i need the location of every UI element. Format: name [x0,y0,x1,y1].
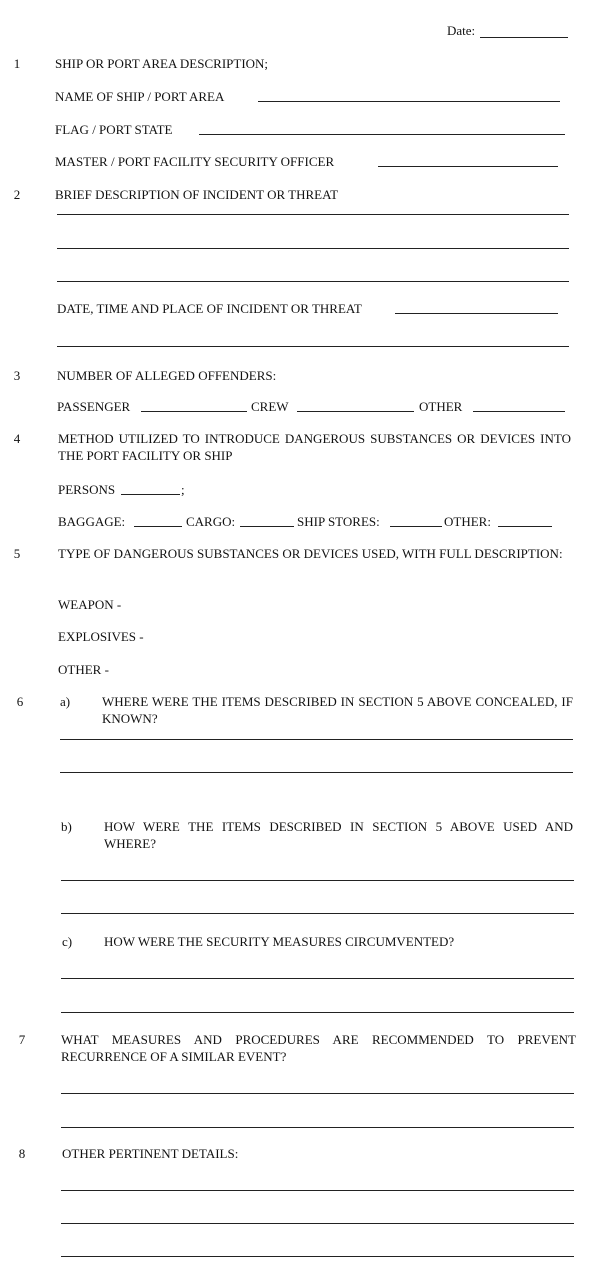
section-6b-marker: b) [61,819,72,834]
section-5-number: 5 [13,546,21,561]
section-6c-text: HOW WERE THE SECURITY MEASURES CIRCUMVENTED? [104,934,455,949]
section-2-title: BRIEF DESCRIPTION OF INCIDENT OR THREAT [55,187,339,202]
other-details-line-3[interactable] [61,1256,574,1257]
date-field[interactable] [480,37,568,38]
section-6-number: 6 [16,694,24,709]
flag-label: FLAG / PORT STATE [55,122,173,137]
used-line-1[interactable] [61,880,574,881]
ship-stores-label: SHIP STORES: [297,514,380,529]
circumvented-line-1[interactable] [61,978,574,979]
ship-name-label: NAME OF SHIP / PORT AREA [55,89,225,104]
used-line-2[interactable] [61,913,574,914]
ship-name-field[interactable] [258,101,560,102]
section-6a-marker: a) [60,694,71,709]
baggage-field[interactable] [134,526,182,527]
passenger-field[interactable] [141,411,247,412]
persons-suffix: ; [181,482,185,497]
incident-description-line-2[interactable] [57,248,569,249]
weapon-label: WEAPON - [58,597,122,612]
recommendations-line-2[interactable] [61,1127,574,1128]
persons-field[interactable] [121,494,180,495]
crew-label: CREW [251,399,289,414]
section-4-title: METHOD UTILIZED TO INTRODUCE DANGEROUS SUBSTANCES OR DEVICES INTO THE PORT FACILITY OR SHIP [58,431,571,463]
section-6a-text: WHERE WERE THE ITEMS DESCRIBED IN SECTION 5 ABOVE CONCEALED, IF KNOWN? [102,694,573,726]
section-7-number: 7 [18,1032,26,1047]
master-label: MASTER / PORT FACILITY SECURITY OFFICER [55,154,335,169]
crew-field[interactable] [297,411,414,412]
section-1-number: 1 [13,56,21,71]
incident-datetime-label: DATE, TIME AND PLACE OF INCIDENT OR THREAT [57,301,362,316]
recommendations-line-1[interactable] [61,1093,574,1094]
substances-other-label: OTHER - [58,662,109,677]
section-1-title: SHIP OR PORT AREA DESCRIPTION; [55,56,269,71]
incident-description-line-3[interactable] [57,281,569,282]
cargo-field[interactable] [240,526,294,527]
offenders-other-label: OTHER [419,399,463,414]
ship-stores-field[interactable] [390,526,442,527]
section-6b-text: HOW WERE THE ITEMS DESCRIBED IN SECTION 5 ABOVE USED AND WHERE? [104,819,573,851]
persons-label: PERSONS [58,482,116,497]
section-3-number: 3 [13,368,21,383]
incident-description-line-1[interactable] [57,214,569,215]
incident-datetime-line-2[interactable] [57,346,569,347]
other-details-line-2[interactable] [61,1223,574,1224]
section-5-title: TYPE OF DANGEROUS SUBSTANCES OR DEVICES USED, WITH FULL DESCRIPTION: [58,546,563,561]
explosives-label: EXPLOSIVES - [58,629,144,644]
baggage-label: BAGGAGE: [58,514,126,529]
concealed-line-2[interactable] [60,772,573,773]
method-other-field[interactable] [498,526,552,527]
section-8-title: OTHER PERTINENT DETAILS: [62,1146,239,1161]
flag-field[interactable] [199,134,565,135]
offenders-other-field[interactable] [473,411,565,412]
master-field[interactable] [378,166,558,167]
section-8-number: 8 [18,1146,26,1161]
section-7-title: WHAT MEASURES AND PROCEDURES ARE RECOMMENDED TO PREVENT RECURRENCE OF A SIMILAR EVENT? [61,1032,576,1064]
other-details-line-1[interactable] [61,1190,574,1191]
date-label: Date: [447,23,476,38]
circumvented-line-2[interactable] [61,1012,574,1013]
section-2-number: 2 [13,187,21,202]
cargo-label: CARGO: [186,514,236,529]
section-3-title: NUMBER OF ALLEGED OFFENDERS: [57,368,277,383]
incident-datetime-field[interactable] [395,313,558,314]
concealed-line-1[interactable] [60,739,573,740]
passenger-label: PASSENGER [57,399,131,414]
section-6c-marker: c) [62,934,73,949]
section-4-number: 4 [13,431,21,446]
method-other-label: OTHER: [444,514,491,529]
